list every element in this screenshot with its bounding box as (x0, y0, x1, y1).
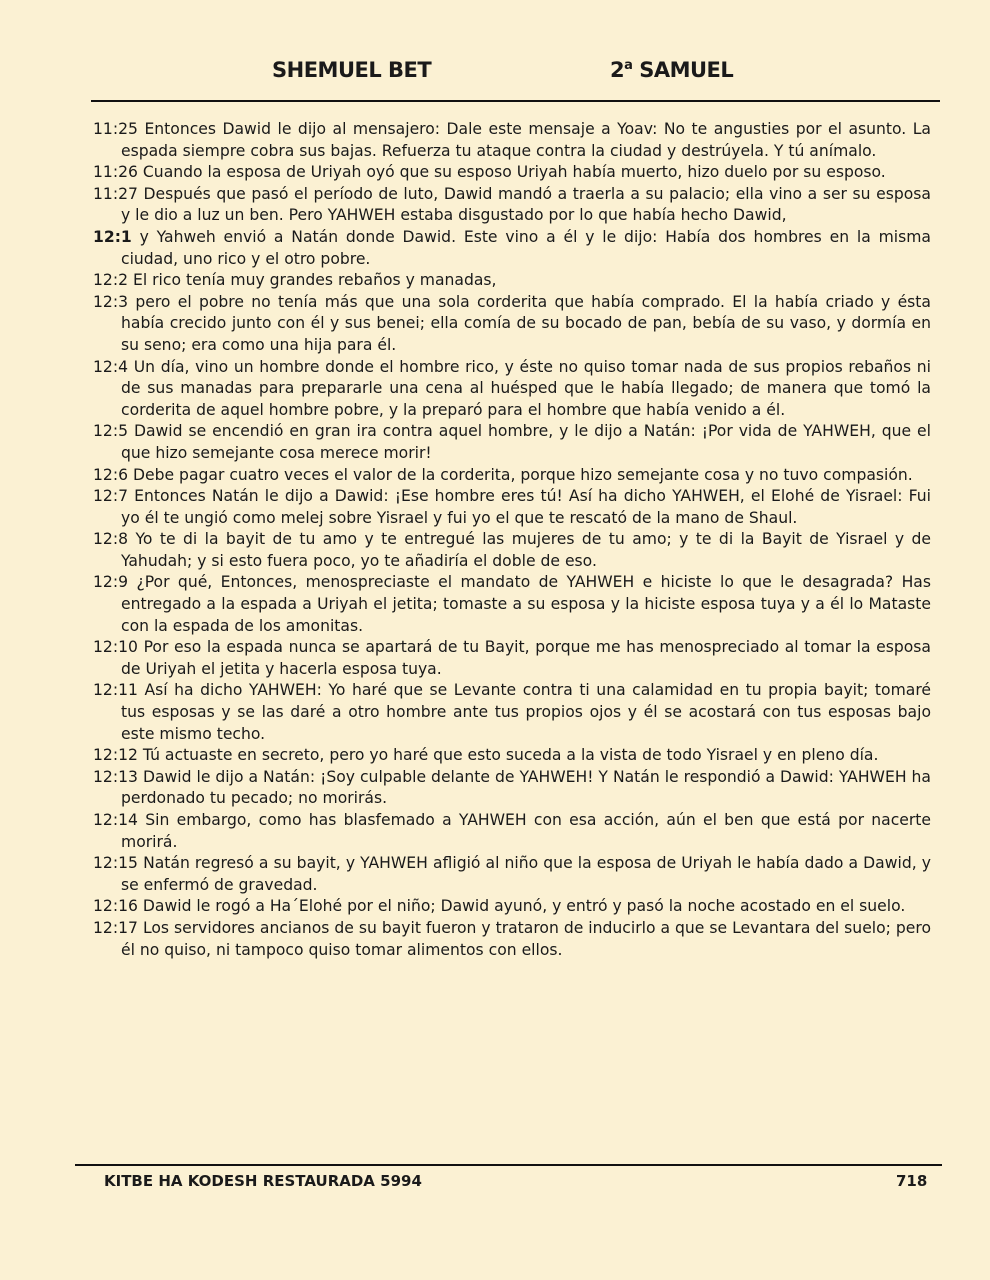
verse (93, 745, 931, 767)
verse-reference: 12:15 (93, 854, 138, 873)
verse (93, 680, 931, 745)
verse-text: Dawid se encendió en gran ira contra aquel hombre, y le dijo a Natán: ¡Por vida de YAHWEH, que el que hizo semejante cosa merece morir! (121, 422, 931, 462)
verse (93, 810, 931, 853)
verse-text: Dawid le dijo a Natán: ¡Soy culpable delante de YAHWEH! Y Natán le respondió a Dawid: YAHWEH ha perdonado tu pecado; no morirás. (121, 767, 931, 808)
verse-text: Dawid le rogó a Ha´Elohé por el niño; Dawid ayunó, y entró y pasó la noche acostado en el suelo. (142, 897, 906, 916)
verse-text: Entonces Dawid le dijo al mensajero: Dale este mensaje a Yoav: No te angusties por el asunto. La espada siempre cobra sus bajas. Refuerza tu ataque contra la ciudad y destrúyela. Y tú anímalo. (121, 120, 931, 160)
footer-divider (75, 1164, 942, 1166)
verse (93, 119, 931, 162)
verse (93, 529, 931, 572)
verse-reference: 12:1 (93, 227, 132, 246)
verse-text: Los servidores ancianos de su bayit fueron y trataron de inducirlo a que se Levantara del suelo; pero él no quiso, ni tampoco quiso tomar alimentos con ellos. (121, 918, 931, 959)
verse-reference: 12:14 (93, 811, 138, 829)
verse-text: ¿Por qué, Entonces, menospreciaste el mandato de YAHWEH e hiciste lo que le desagrada? Has entregado a la espada a Uriyah el jetita; tomaste a su esposa y la hiciste esposa tuya y a él lo Mataste con la espada de los amonitas. (121, 573, 931, 635)
footer-title: KITBE HA KODESH RESTAURADA 5994 (104, 1172, 422, 1190)
book-title-spanish (610, 58, 733, 82)
verse-reference: 12:13 (93, 767, 138, 786)
verse-reference: 11:26 (93, 163, 138, 182)
verse-text: Yo te di la bayit de tu amo y te entregué las mujeres de tu amo; y te di la Bayit de Yisrael y de Yahudah; y si esto fuera poco, yo te añadiría el doble de eso. (121, 530, 931, 570)
verse-reference: 12:7 (93, 487, 129, 506)
book-name: SAMUEL (639, 58, 734, 82)
header-divider (91, 100, 940, 102)
verse-text: Cuando la esposa de Uriyah oyó que su esposo Uriyah había muerto, hizo duelo por su esposo. (142, 163, 886, 182)
verse (93, 767, 931, 810)
verse (93, 162, 931, 184)
verse (93, 357, 931, 422)
verse-reference: 11:25 (93, 120, 138, 138)
verse-reference: 12:4 (93, 357, 129, 376)
verse-reference: 12:9 (93, 573, 129, 592)
verse-text: Entonces Natán le dijo a Dawid: ¡Ese hombre eres tú! Así ha dicho YAHWEH, el Elohé de Yisrael: Fui yo él te ungió como melej sobre Yisrael y fui yo el que te rescató de la mano de Shaul. (121, 487, 931, 527)
verse-reference: 12:16 (93, 897, 138, 916)
verse-reference: 12:6 (93, 465, 129, 484)
verse (93, 292, 931, 357)
verse-list (93, 119, 931, 961)
verse-text: Así ha dicho YAHWEH: Yo haré que se Levante contra ti una calamidad en tu propia bayit; tomaré tus esposas y se las daré a otro hombre ante tus propios ojos y él se acostará con tus esposas bajo este mismo techo. (121, 681, 931, 743)
verse-text: y Yahweh envió a Natán donde Dawid. Este vino a él y le dijo: Había dos hombres en la misma ciudad, uno rico y el otro pobre. (121, 227, 931, 268)
verse-reference: 12:12 (93, 746, 138, 765)
verse (93, 896, 931, 918)
verse (93, 853, 931, 896)
verse (93, 572, 931, 637)
book-title-hebrew: SHEMUEL BET (272, 58, 432, 82)
verse-text: Por eso la espada nunca se apartará de tu Bayit, porque me has menospreciado al tomar la esposa de Uriyah el jetita y hacerla esposa tuya. (121, 638, 931, 678)
verse-text: Tú actuaste en secreto, pero yo haré que esto suceda a la vista de todo Yisrael y en pleno día. (142, 746, 879, 765)
verse-reference: 12:3 (93, 292, 129, 311)
verse-text: Debe pagar cuatro veces el valor de la corderita, porque hizo semejante cosa y no tuvo compasión. (133, 465, 913, 484)
verse (93, 227, 931, 270)
verse-reference: 12:17 (93, 918, 138, 937)
verse (93, 486, 931, 529)
verse-text: El rico tenía muy grandes rebaños y manadas, (133, 271, 497, 290)
verse-text: Después que pasó el período de luto, Dawid mandó a traerla a su palacio; ella vino a ser su esposa y le dio a luz un ben. Pero YAHWEH estaba disgustado por lo que había hecho Dawid, (121, 184, 931, 225)
verse-reference: 12:2 (93, 271, 129, 290)
verse-text: Sin embargo, como has blasfemado a YAHWEH con esa acción, aún el ben que está por nacerte morirá. (121, 811, 931, 851)
verse-reference: 12:11 (93, 681, 138, 700)
page-header (0, 58, 990, 90)
verse-reference: 11:27 (93, 184, 138, 203)
book-number: 2 (610, 58, 625, 82)
verse (93, 918, 931, 961)
verse-reference: 12:10 (93, 638, 138, 657)
verse (93, 421, 931, 464)
verse-reference: 12:5 (93, 422, 129, 441)
verse-text: Un día, vino un hombre donde el hombre rico, y éste no quiso tomar nada de sus propios rebaños ni de sus manadas para prepararle una cena al huésped que le había llegado; de manera que tomó la corderita de aquel hombre pobre, y la preparó para el hombre que había venido a él. (121, 357, 931, 419)
verse (93, 270, 931, 292)
verse-text: Natán regresó a su bayit, y YAHWEH afligió al niño que la esposa de Uriyah le había dado a Dawid, y se enfermó de gravedad. (121, 854, 931, 894)
verse-reference: 12:8 (93, 530, 129, 549)
page-number: 718 (896, 1172, 928, 1190)
verse-text: pero el pobre no tenía más que una sola corderita que había comprado. El la había criado y ésta había crecido junto con él y sus benei; ella comía de su bocado de pan, bebía de su vaso, y dormía en su seno; era como una hija para él. (121, 292, 931, 354)
book-number-suffix: a (624, 58, 633, 73)
verse (93, 637, 931, 680)
verse (93, 184, 931, 227)
verse (93, 465, 931, 487)
